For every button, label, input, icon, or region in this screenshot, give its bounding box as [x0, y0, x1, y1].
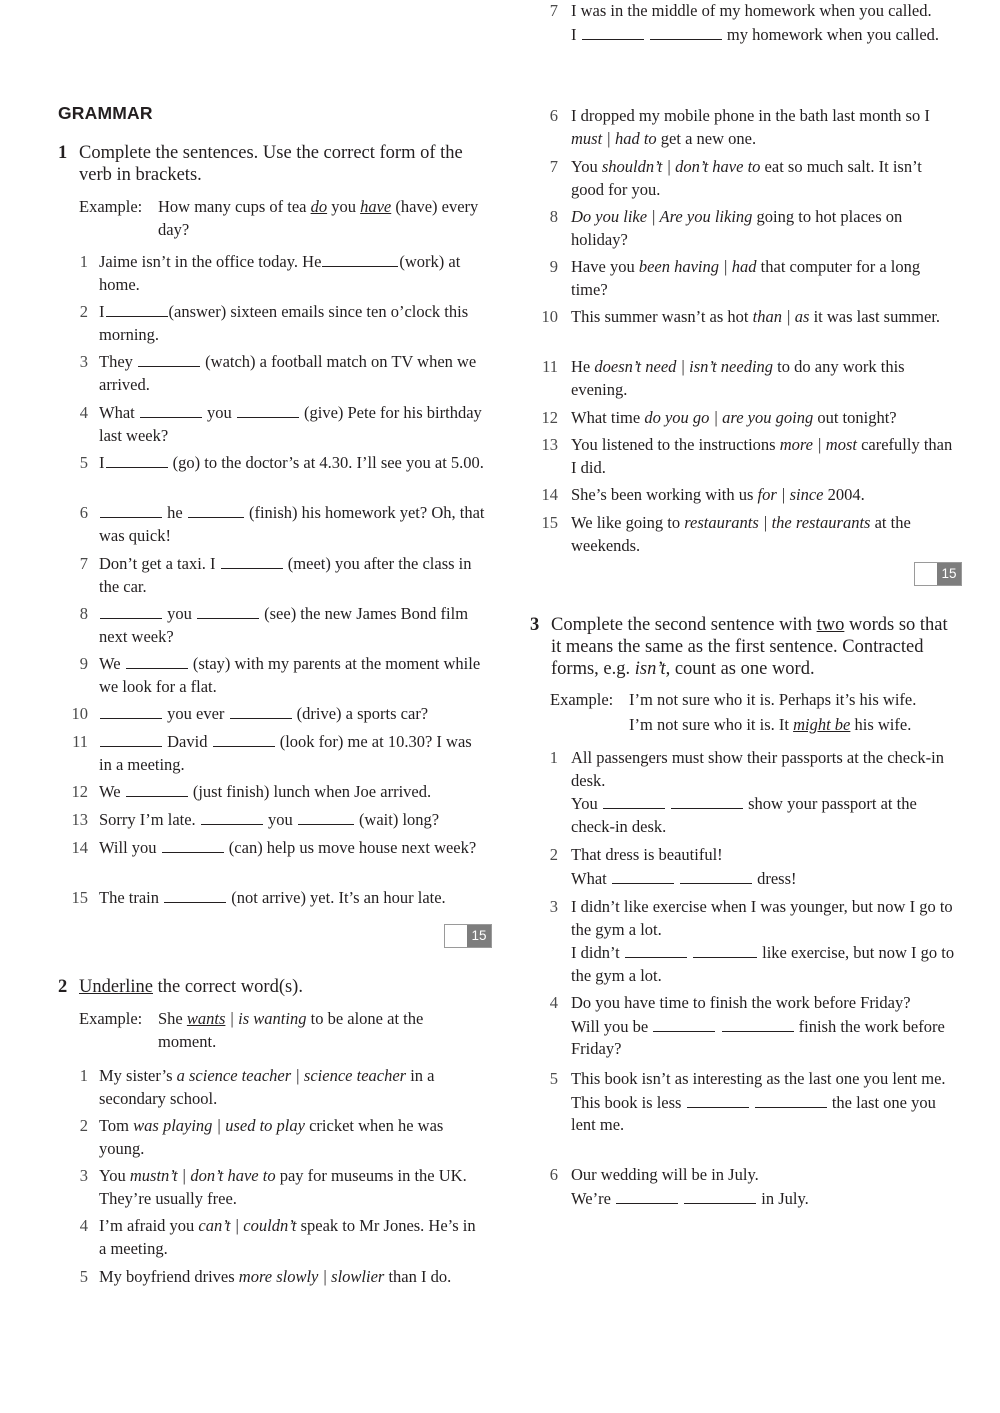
item-number: 1	[79, 1066, 88, 1085]
sentence-text: What	[571, 868, 611, 888]
exercise-1-score	[444, 924, 492, 948]
item-question: That dress is beautiful!	[571, 845, 723, 864]
sentence-text: You listened to the instructions	[571, 435, 780, 454]
exercise-3-number: 3	[530, 615, 540, 635]
sentence-text: my homework when you called.	[722, 24, 940, 44]
sentence-text: 2004.	[823, 485, 865, 504]
answer-blank[interactable]	[230, 704, 292, 719]
item-text	[99, 1065, 486, 1110]
exercise-item	[530, 156, 958, 201]
sentence-text	[645, 25, 649, 44]
answer-blank[interactable]	[755, 1093, 827, 1108]
word-choice: can’t | couldn’t	[198, 1216, 297, 1235]
sentence-text: What	[99, 403, 139, 422]
item-number: 7	[79, 554, 88, 573]
exercise-item	[58, 251, 486, 296]
answer-blank[interactable]	[100, 732, 162, 747]
sentence-text: We	[99, 782, 125, 801]
sentence-text: (see) the new James Bond film next week?	[99, 604, 469, 646]
item-number: 1	[549, 748, 558, 767]
exercise-item	[530, 1164, 958, 1210]
item-text	[571, 256, 958, 301]
exercise-1-example	[79, 196, 484, 241]
sentence-text	[688, 943, 692, 962]
sentence-text: to be alone at the moment.	[158, 1009, 424, 1051]
sentence-text: than I do.	[384, 1267, 452, 1286]
sentence-text: We like going to	[571, 513, 685, 532]
sentence-text: I dropped my mobile phone in the bath last month so I	[571, 106, 930, 125]
item-text	[571, 105, 958, 150]
sentence-text: I’m not sure who it is. It	[629, 714, 794, 734]
answer-blank[interactable]	[140, 403, 202, 418]
sentence-text	[750, 1093, 754, 1112]
answer-blank[interactable]	[138, 352, 200, 367]
score-total: 15	[467, 925, 491, 947]
item-text	[99, 703, 486, 726]
exercise-item	[530, 434, 958, 479]
item-text	[99, 1266, 486, 1289]
exercise-3-title	[530, 614, 960, 680]
item-answer-line	[571, 868, 958, 891]
item-number: 4	[549, 993, 558, 1012]
word-choice: for | since	[757, 485, 824, 504]
exercise-item	[58, 1215, 486, 1260]
sentence-text: dress!	[752, 868, 797, 888]
answer-blank[interactable]	[126, 654, 188, 669]
item-question: I was in the middle of my homework when you called.	[571, 1, 932, 20]
sentence-text: My sister’s	[99, 1066, 177, 1085]
item-text	[99, 731, 486, 776]
example-label: Example:	[79, 1009, 143, 1028]
item-question: Our wedding will be in July.	[571, 1165, 759, 1184]
item-text	[99, 553, 486, 598]
answer-blank[interactable]	[603, 794, 665, 809]
sentence-text: Sorry I’m late.	[99, 810, 200, 829]
sentence-text: She’s been working with us	[571, 485, 758, 504]
word-choice: do you go | are you going	[644, 408, 814, 427]
sentence-text: (give) Pete for his birthday last week?	[99, 403, 482, 445]
sentence-text: Have you	[571, 257, 639, 276]
sentence-text: Tom	[99, 1116, 134, 1135]
answer-blank[interactable]	[322, 252, 398, 267]
answer-blank[interactable]	[100, 604, 162, 619]
sentence-text: speak to Mr Jones. He’s in a meeting.	[99, 1216, 476, 1258]
item-number: 9	[79, 654, 88, 673]
exercise-2-score	[914, 562, 962, 586]
answer-blank[interactable]	[100, 503, 162, 518]
sentence-text: What time	[571, 408, 645, 427]
item-answer-line	[571, 942, 958, 987]
item-number: 2	[549, 845, 558, 864]
answer-blank[interactable]	[188, 503, 244, 518]
word-choice: than | as	[752, 307, 810, 326]
exercise-item	[58, 1165, 486, 1210]
item-number: 6	[549, 1165, 558, 1184]
item-number: 11	[542, 357, 558, 376]
item-number: 4	[79, 403, 88, 422]
sentence-text: that computer for a long time?	[571, 257, 921, 299]
word-choice: mustn’t | don’t have to	[129, 1166, 276, 1185]
answer-blank[interactable]	[126, 782, 188, 797]
answer-blank[interactable]	[680, 869, 752, 884]
exercise-item	[530, 844, 958, 890]
exercise-item	[530, 206, 958, 251]
exercise-item	[530, 484, 958, 507]
word-choice: a science teacher | science teacher	[176, 1066, 407, 1085]
item-number: 5	[79, 1267, 88, 1286]
sentence-text	[675, 869, 679, 888]
sentence-text: I	[99, 453, 105, 472]
sentence-text: (meet) you after the class in the car.	[99, 554, 472, 596]
exercise-item	[58, 1115, 486, 1160]
sentence-text: I’m afraid you	[99, 1216, 199, 1235]
item-number: 5	[79, 453, 88, 472]
sentence-text: (not arrive) yet. It’s an hour late.	[227, 888, 446, 907]
item-number: 13	[541, 435, 558, 454]
item-text	[99, 502, 486, 547]
sentence-text: (answer) sixteen emails since ten o’clock this morning.	[99, 302, 469, 344]
sentence-text: in July.	[757, 1188, 809, 1208]
sentence-text: get a new one.	[656, 128, 757, 148]
sentence-text: I	[571, 24, 581, 44]
sentence-text: out tonight?	[813, 408, 897, 427]
answer-blank[interactable]	[201, 810, 263, 825]
exercise-item	[530, 512, 958, 557]
sentence-text: (finish) his homework yet? Oh, that was quick!	[99, 503, 485, 545]
sentence-text: you	[263, 810, 297, 829]
exercise-item	[58, 731, 486, 776]
item-text	[99, 1115, 486, 1160]
item-answer-line	[571, 1188, 958, 1211]
exercise-2-number: 2	[58, 977, 68, 997]
item-number: 14	[71, 838, 88, 857]
word-choice: been having | had	[638, 257, 757, 276]
sentence-text: you	[202, 403, 236, 422]
item-number: 4	[79, 1216, 88, 1235]
item-text	[571, 407, 958, 430]
item-question: Do you have time to finish the work before Friday?	[571, 993, 911, 1012]
item-text	[99, 1215, 486, 1260]
answer-blank[interactable]	[106, 453, 168, 468]
exercise-item	[58, 402, 486, 447]
exercise-item	[58, 809, 486, 832]
exercise-item	[530, 992, 958, 1061]
item-text	[571, 356, 958, 401]
item-number: 7	[549, 157, 558, 176]
item-number: 12	[71, 782, 88, 801]
sentence-text: you	[163, 604, 196, 623]
answer-blank[interactable]	[237, 403, 299, 418]
exercise-item	[58, 553, 486, 598]
answer-blank[interactable]	[653, 1017, 715, 1032]
word-choice: wants	[186, 1009, 226, 1028]
sentence-text: You	[571, 794, 602, 813]
sentence-text: You	[99, 1166, 130, 1185]
word-choice: more | most	[779, 435, 857, 454]
item-number: 3	[79, 1166, 88, 1185]
sentence-text: , count as one word.	[665, 659, 815, 679]
sentence-text: it was last summer.	[809, 307, 941, 326]
item-number: 6	[549, 106, 558, 125]
exercise-item	[58, 837, 486, 860]
sentence-text: Complete the second sentence with	[551, 615, 817, 635]
exercise-item	[530, 105, 958, 150]
section-heading: GRAMMAR	[58, 103, 153, 123]
sentence-text: (watch) a football match on TV when we arrived.	[99, 352, 477, 394]
exercise-2-instruction: the correct word(s).	[152, 977, 303, 997]
item-number: 6	[79, 503, 88, 522]
item-number: 14	[541, 485, 558, 504]
word-choice: was playing | used to play	[133, 1116, 305, 1135]
example-label: Example:	[550, 690, 614, 709]
score-total: 15	[937, 563, 961, 585]
item-text	[99, 251, 486, 296]
answer-blank[interactable]	[687, 1093, 749, 1108]
sentence-text	[666, 794, 670, 813]
exercise-item	[530, 0, 958, 46]
exercise-1-number: 1	[58, 143, 68, 163]
sentence-text	[679, 1189, 683, 1208]
item-number: 8	[549, 207, 558, 226]
item-answer-line	[571, 1092, 958, 1137]
sentence-text: She	[158, 1009, 187, 1028]
item-text	[571, 434, 958, 479]
item-text	[571, 484, 958, 507]
item-number: 2	[79, 302, 88, 321]
item-number: 8	[79, 604, 88, 623]
item-number: 1	[79, 252, 88, 271]
item-number: 10	[541, 307, 558, 326]
sentence-text: David	[163, 732, 212, 751]
sentence-text: two	[816, 615, 845, 635]
sentence-text: carefully than I did.	[571, 435, 953, 477]
exercise-item	[58, 452, 486, 475]
item-number: 7	[549, 1, 558, 20]
exercise-item	[58, 351, 486, 396]
sentence-text: This book is less	[571, 1092, 686, 1112]
item-text	[99, 351, 486, 396]
item-number: 5	[549, 1069, 558, 1088]
sentence-text: (can) help us move house next week?	[224, 838, 477, 857]
exercise-2-instruction-underlined: Underline	[79, 977, 153, 997]
answer-blank[interactable]	[582, 25, 644, 40]
exercise-item	[58, 301, 486, 346]
word-choice: have	[360, 197, 392, 216]
sentence-text: He	[571, 357, 595, 376]
word-choice: more slowly | slowlier	[238, 1267, 385, 1286]
item-number: 13	[71, 810, 88, 829]
answer-blank[interactable]	[625, 943, 687, 958]
answer-blank[interactable]	[197, 604, 259, 619]
item-answer-line	[571, 1016, 958, 1061]
sentence-text: (have) every day?	[158, 197, 479, 239]
sentence-text: he	[163, 503, 187, 522]
sentence-text: The train	[99, 888, 164, 907]
score-input-box[interactable]	[445, 925, 467, 947]
sentence-text: (wait) long?	[354, 810, 440, 829]
item-text	[99, 781, 486, 804]
exercise-1-instruction: Complete the sentences. Use the correct form of the verb in brackets.	[79, 143, 463, 185]
sentence-text: This summer wasn’t as hot	[571, 307, 753, 326]
score-input-box[interactable]	[915, 563, 937, 585]
item-number: 9	[549, 257, 558, 276]
sentence-text: We	[99, 654, 125, 673]
item-number: 11	[72, 732, 88, 751]
item-number: 12	[541, 408, 558, 427]
answer-blank[interactable]	[106, 302, 168, 317]
sentence-text: pay for museums in the UK. They’re usually free.	[99, 1166, 467, 1208]
item-text	[99, 452, 486, 475]
item-text	[571, 512, 958, 557]
exercise-item	[530, 306, 958, 329]
sentence-text: show your passport at the check-in desk.	[571, 794, 917, 836]
exercise-item	[58, 603, 486, 648]
item-number: 10	[71, 704, 88, 723]
exercise-1-title	[58, 142, 488, 186]
sentence-text: (just finish) lunch when Joe arrived.	[188, 782, 432, 801]
example-label: Example:	[79, 197, 143, 216]
sentence-text: (go) to the doctor’s at 4.30. I’ll see you at 5.00.	[168, 453, 484, 472]
exercise-item	[530, 896, 958, 987]
item-answer-line	[571, 793, 958, 838]
exercise-item	[530, 356, 958, 401]
word-choice: Do you like | Are you liking	[571, 207, 753, 226]
exercise-item	[58, 1065, 486, 1110]
sentence-text: Don’t get a taxi. I	[99, 554, 220, 573]
sentence-text: (drive) a sports car?	[292, 704, 429, 723]
item-text	[571, 206, 958, 251]
item-number: 15	[71, 888, 88, 907]
item-text	[99, 809, 486, 832]
item-number: 15	[541, 513, 558, 532]
item-text	[99, 1165, 486, 1210]
sentence-text: We’re	[571, 1188, 616, 1208]
word-choice: isn’t	[634, 659, 666, 679]
item-text	[99, 887, 486, 910]
word-choice: must | had to	[571, 128, 657, 148]
sentence-text: (stay) with my parents at the moment while we look for a flat.	[99, 654, 481, 696]
sentence-text: They	[99, 352, 138, 371]
sentence-text: like exercise, but now I go to the gym a lot.	[571, 943, 955, 985]
item-text	[571, 156, 958, 201]
sentence-text: Jaime isn’t in the office today. He	[99, 252, 322, 271]
answer-blank[interactable]	[298, 810, 354, 825]
item-question: All passengers must show their passports at the check-in desk.	[571, 748, 945, 790]
sentence-text: (look for) me at 10.30? I was in a meeting.	[99, 732, 472, 774]
sentence-text: (work) at home.	[99, 252, 461, 294]
sentence-text: to do any work this evening.	[571, 357, 905, 399]
item-answer-line	[571, 24, 958, 47]
sentence-text: going to hot places on holiday?	[571, 207, 903, 249]
item-text	[571, 306, 958, 329]
exercise-item	[530, 407, 958, 430]
sentence-text: you ever	[163, 704, 229, 723]
word-choice: doesn’t need | isn’t needing	[594, 357, 774, 376]
word-choice: might be	[793, 714, 851, 734]
exercise-item	[58, 781, 486, 804]
word-choice: | is wanting	[225, 1009, 307, 1028]
sentence-text: My boyfriend drives	[99, 1267, 239, 1286]
item-text	[99, 653, 486, 698]
exercise-item	[530, 1068, 958, 1137]
item-number: 2	[79, 1116, 88, 1135]
answer-blank[interactable]	[671, 794, 743, 809]
answer-blank[interactable]	[100, 704, 162, 719]
sentence-text: the last one you lent me.	[571, 1092, 936, 1134]
sentence-text: his wife.	[850, 714, 912, 734]
exercise-item	[58, 653, 486, 698]
sentence-text: you	[327, 197, 361, 216]
exercise-item	[58, 502, 486, 547]
answer-blank[interactable]	[616, 1189, 678, 1204]
word-choice: restaurants | the restaurants	[684, 513, 871, 532]
example-line-2	[550, 714, 955, 737]
item-question: This book isn’t as interesting as the last one you lent me.	[571, 1069, 946, 1088]
answer-blank[interactable]	[684, 1189, 756, 1204]
exercise-2-example	[79, 1008, 484, 1053]
sentence-text: in a secondary school.	[99, 1066, 435, 1108]
sentence-text: cricket when he was young.	[99, 1116, 444, 1158]
sentence-text: How many cups of tea	[158, 197, 311, 216]
exercise-item	[58, 1266, 486, 1289]
item-text	[99, 603, 486, 648]
item-question: I didn’t like exercise when I was younger, but now I go to the gym a lot.	[571, 897, 953, 939]
exercise-item	[530, 256, 958, 301]
answer-blank[interactable]	[612, 869, 674, 884]
answer-blank[interactable]	[162, 838, 224, 853]
word-choice: shouldn’t | don’t have to	[601, 157, 761, 176]
item-number: 3	[79, 352, 88, 371]
sentence-text: eat so much salt. It isn’t good for you.	[571, 157, 922, 199]
sentence-text: finish the work before Friday?	[571, 1016, 945, 1058]
answer-blank[interactable]	[693, 943, 757, 958]
item-number: 3	[549, 897, 558, 916]
answer-blank[interactable]	[650, 25, 722, 40]
sentence-text: You	[571, 157, 602, 176]
sentence-text: Will you be	[571, 1016, 653, 1036]
word-choice: do	[310, 197, 328, 216]
answer-blank[interactable]	[221, 554, 283, 569]
exercise-3-instruction	[551, 614, 960, 680]
answer-blank[interactable]	[213, 732, 275, 747]
sentence-text: I	[99, 302, 105, 321]
sentence-text: at the weekends.	[571, 513, 911, 555]
answer-blank[interactable]	[722, 1017, 794, 1032]
exercise-2-title	[58, 976, 488, 998]
exercise-3-example	[550, 689, 955, 736]
item-text	[99, 837, 486, 860]
item-text	[99, 301, 486, 346]
sentence-text: Will you	[99, 838, 161, 857]
exercise-item	[530, 747, 958, 838]
item-text	[99, 402, 486, 447]
sentence-text	[716, 1017, 720, 1036]
exercise-item	[58, 887, 486, 910]
answer-blank[interactable]	[164, 888, 226, 903]
exercise-item	[58, 703, 486, 726]
sentence-text: I didn’t	[571, 943, 624, 962]
example-line-1: I’m not sure who it is. Perhaps it’s his wife.	[629, 690, 917, 709]
sentence-text: words so that it means the same as the first sentence. Contracted forms, e.g.	[551, 615, 948, 679]
